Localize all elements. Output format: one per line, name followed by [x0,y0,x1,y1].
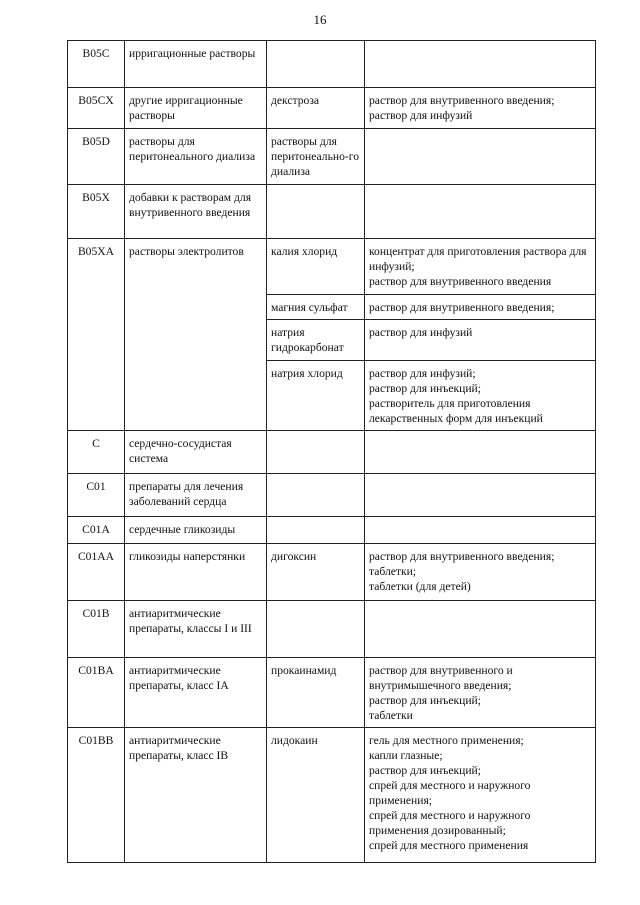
atc-code-cell: C01A [68,517,125,544]
table-row [68,658,596,728]
table-row [68,474,596,517]
dosage-form-cell [365,239,596,295]
table-row [68,129,596,185]
dosage-form-line: раствор для внутривенного и внутримышечного введения; [369,664,513,692]
table-row [68,185,596,239]
table-row [68,517,596,544]
drug-name-cell: натрия гидрокарбонат [267,320,365,361]
drug-table [67,40,596,863]
dosage-form-line: растворитель для приготовления лекарственных форм для инъекций [369,397,543,425]
drug-name-cell: дигоксин [267,544,365,601]
dosage-form-line: таблетки; [369,565,417,578]
drug-name-cell: растворы для перитонеально-го диализа [267,129,365,185]
table-row [68,431,596,474]
dosage-form-line: спрей для местного и наружного применения дозированный; [369,809,531,837]
drug-name-cell: декстроза [267,88,365,129]
atc-code-cell: B05XA [68,239,125,431]
group-cell: растворы электролитов [125,239,267,431]
group-cell: гликозиды наперстянки [125,544,267,601]
group-cell: растворы для перитонеального диализа [125,129,267,185]
drug-name-cell: прокаинамид [267,658,365,728]
table-row [68,41,596,88]
atc-code-cell: C01B [68,601,125,658]
drug-name-cell [267,474,365,517]
group-cell: другие ирригационные растворы [125,88,267,129]
dosage-form-line: капли глазные; [369,749,443,762]
dosage-form-line: спрей для местного применения [369,839,529,852]
dosage-form-cell [365,88,596,129]
drug-name-cell: натрия хлорид [267,361,365,431]
dosage-form-line: гель для местного применения; [369,734,524,747]
dosage-form-line: раствор для внутривенного введения; [369,94,555,107]
dosage-form-line: раствор для инфузий [369,109,473,122]
table-row [68,239,596,295]
dosage-form-cell [365,544,596,601]
dosage-form-cell [365,295,596,320]
dosage-form-cell [365,474,596,517]
dosage-form-cell [365,658,596,728]
group-cell: сердечно-сосудистая система [125,431,267,474]
dosage-form-line: раствор для внутривенного введения [369,275,552,288]
drug-name-cell [267,431,365,474]
dosage-form-line: раствор для инфузий [369,326,473,339]
dosage-form-line: спрей для местного и наружного применения; [369,779,531,807]
drug-name-cell [267,41,365,88]
atc-code-cell: B05X [68,185,125,239]
atc-code-cell: B05D [68,129,125,185]
dosage-form-cell [365,728,596,863]
drug-name-cell: калия хлорид [267,239,365,295]
group-cell: сердечные гликозиды [125,517,267,544]
dosage-form-cell [365,431,596,474]
atc-code-cell: C01BB [68,728,125,863]
dosage-form-line: раствор для внутривенного введения; [369,550,555,563]
dosage-form-cell [365,601,596,658]
dosage-form-cell [365,129,596,185]
dosage-form-line: раствор для инфузий; [369,367,476,380]
group-cell: ирригационные растворы [125,41,267,88]
group-cell: добавки к растворам для внутривенного введения [125,185,267,239]
group-cell: антиаритмические препараты, классы I и III [125,601,267,658]
atc-code-cell: C01 [68,474,125,517]
atc-code-cell: C [68,431,125,474]
dosage-form-cell [365,185,596,239]
dosage-form-line: раствор для инъекций; [369,694,481,707]
drug-name-cell [267,517,365,544]
dosage-form-cell [365,361,596,431]
drug-name-cell [267,185,365,239]
table-row [68,728,596,863]
group-cell: препараты для лечения заболеваний сердца [125,474,267,517]
dosage-form-line: раствор для внутривенного введения; [369,301,555,314]
atc-code-cell: C01BA [68,658,125,728]
drug-name-cell: магния сульфат [267,295,365,320]
dosage-form-line: раствор для инъекций; [369,764,481,777]
dosage-form-line: таблетки [369,709,413,722]
dosage-form-line: таблетки (для детей) [369,580,471,593]
atc-code-cell: B05CX [68,88,125,129]
dosage-form-cell [365,320,596,361]
atc-code-cell: C01AA [68,544,125,601]
table-row [68,544,596,601]
drug-name-cell [267,601,365,658]
dosage-form-cell [365,41,596,88]
group-cell: антиаритмические препараты, класс IB [125,728,267,863]
page-number: 16 [313,12,327,27]
group-cell: антиаритмические препараты, класс IA [125,658,267,728]
table-row [68,601,596,658]
table-row [68,88,596,129]
dosage-form-line: раствор для инъекций; [369,382,481,395]
drug-name-cell: лидокаин [267,728,365,863]
dosage-form-line: концентрат для приготовления раствора для инфузий; [369,245,587,273]
dosage-form-cell [365,517,596,544]
atc-code-cell: B05C [68,41,125,88]
